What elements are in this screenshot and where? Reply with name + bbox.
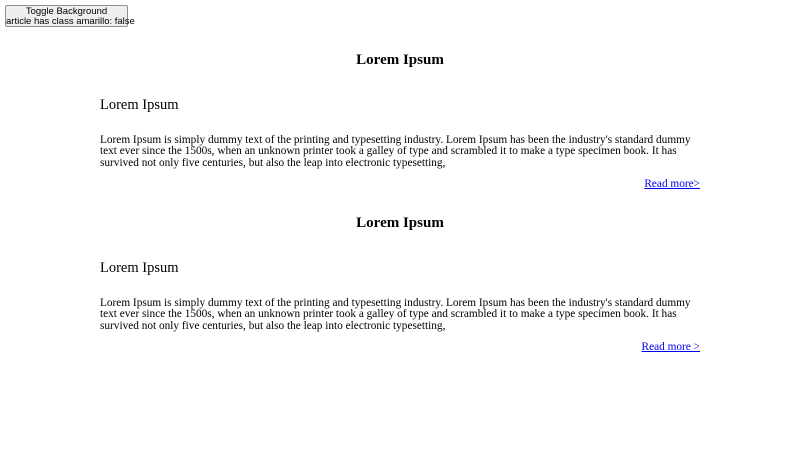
article-body: Lorem Ipsum is simply dummy text of the printing and typesetting industry. Lorem Ipsum has been the industry's standard dummy text ever since the 1500s, when an unknown printer took a galley of type and scrambled it to make a type specimen book. It has survived not only five centuries, but also the leap into electronic typesetting, <box>100 297 691 332</box>
article-title: Lorem Ipsum <box>356 215 444 231</box>
article-subtitle: Lorem Ipsum <box>100 260 179 276</box>
article-body: Lorem Ipsum is simply dummy text of the printing and typesetting industry. Lorem Ipsum has been the industry's standard dummy text ever since the 1500s, when an unknown printer took a galley of type and scrambled it to make a type specimen book. It has survived not only five centuries, but also the leap into electronic typesetting, <box>100 134 691 169</box>
article-subtitle: Lorem Ipsum <box>100 97 179 113</box>
toggle-background-button[interactable] <box>5 5 135 27</box>
read-more-link[interactable]: Read more > <box>641 341 700 353</box>
article-title: Lorem Ipsum <box>356 52 444 68</box>
toggle-button-label: Toggle Background <box>25 6 108 17</box>
read-more-link[interactable]: Read more> <box>644 178 700 190</box>
toggle-button-status: article has class amarillo: false <box>6 15 135 27</box>
